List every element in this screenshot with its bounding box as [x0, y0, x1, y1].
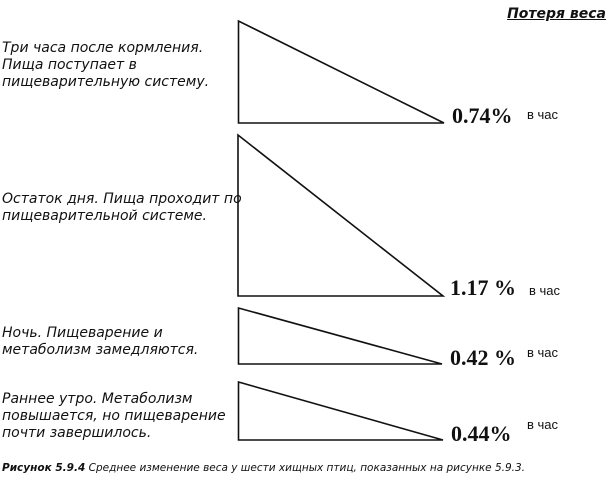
- figure-caption: [2, 462, 525, 474]
- phase-label-line: Ночь. Пищеварение и: [2, 325, 163, 341]
- phase-label-line: Остаток дня. Пища проходит по: [2, 191, 242, 207]
- phase-label-line: Пища поступает в: [2, 57, 137, 73]
- phase-label-line: Раннее утро. Метаболизм: [2, 391, 193, 407]
- phase-label-after-feeding: [2, 40, 234, 91]
- phase-label-night: [2, 325, 234, 359]
- unit-early-morning: в час: [527, 417, 559, 432]
- phase-label-rest-of-day: [2, 191, 242, 225]
- rate-early-morning: 0.44%: [451, 421, 512, 446]
- figure-caption-label: Рисунок 5.9.4: [2, 462, 86, 474]
- phase-label-line: пищеварительную систему.: [2, 74, 210, 90]
- phase-label-line: почти завершилось.: [2, 425, 152, 441]
- phase-label-line: пищеварительной системе.: [2, 208, 207, 224]
- unit-after-feeding: в час: [527, 107, 559, 122]
- triangle-early-morning: [239, 382, 444, 440]
- rate-rest-of-day: 1.17 %: [450, 275, 516, 300]
- phase-label-early-morning: [2, 391, 234, 442]
- triangle-after-feeding: [239, 21, 445, 123]
- figure-caption-text: Среднее изменение веса у шести хищных птиц, показанных на рисунке 5.9.3.: [88, 462, 526, 474]
- phase-label-line: повышается, но пищеварение: [2, 408, 226, 424]
- triangle-rest-of-day: [238, 135, 443, 296]
- phase-label-line: Три часа после кормления.: [2, 40, 204, 56]
- unit-rest-of-day: в час: [529, 283, 561, 298]
- triangle-night: [239, 308, 443, 364]
- phase-label-line: метаболизм замедляются.: [2, 342, 199, 358]
- rate-after-feeding: 0.74%: [452, 103, 513, 128]
- unit-night: в час: [527, 345, 559, 360]
- weight-loss-header: Потеря веса: [507, 6, 606, 22]
- rate-night: 0.42 %: [450, 345, 516, 370]
